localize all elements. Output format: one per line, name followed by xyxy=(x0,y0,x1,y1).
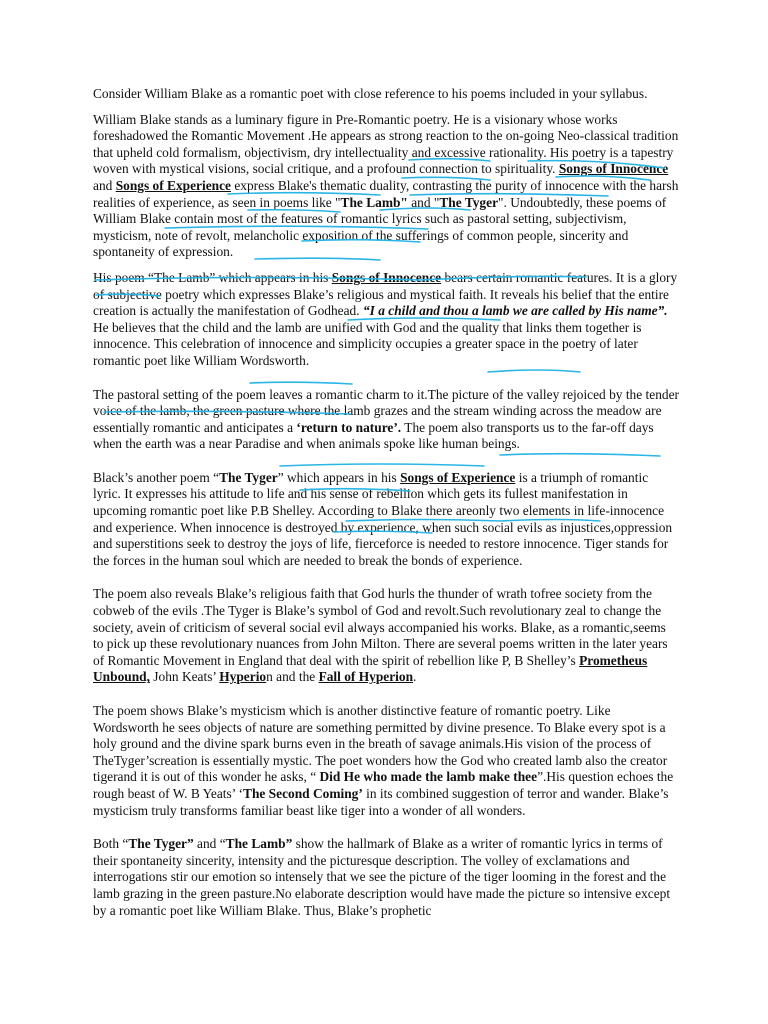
title-the-lamb: The Lamb" xyxy=(340,194,408,210)
quote-did-he-who-made: Did He who made the lamb make thee xyxy=(319,769,538,785)
title-the-second-coming: The Second Coming’ xyxy=(243,785,363,801)
title-fall-of-hyperion: Fall of Hyperion xyxy=(318,669,414,685)
document-page xyxy=(93,86,679,919)
paragraph-religious-faith: The poem also reveals Blake’s religious faith that God hurls the thunder of wrath tofree society from the cobweb of the evils .The Tyger is Blake’s symbol of God and revolt.Such revolutionary zeal to change the society, avein of criticism of several social evil always accompanied his works. Blake, as a romantic,seems to pick up these revolutionary nuances from John Milton. There are several poems written in the later years of Romantic Movement in England that deal with the spirit of rebellion like P, B Shelley’s Prometheus Unbound, John Keats’ Hyperion and the Fall of Hyperion. xyxy=(93,586,668,685)
title-the-tyger: The Tyger xyxy=(219,469,278,485)
title-songs-of-experience: Songs of Experience xyxy=(115,177,231,193)
paragraph-pastoral-setting: The pastoral setting of the poem leaves a romantic charm to it.The picture of the valley rejoiced by the tender voice of the lamb, the green pasture where the lamb grazes and the stream winding across the meadow are essentially romantic and anticipates a ‘return to nature’. The poem also transports us to the far-off days when the earth was a near Paradise and when animals spoke like human beings. xyxy=(93,386,679,452)
title-songs-of-innocence: Songs of Innocence xyxy=(331,269,442,285)
question-prompt: Consider William Blake as a romantic poet with close reference to his poems included in your syllabus. xyxy=(93,86,648,101)
phrase-return-to-nature: ‘return to nature’. xyxy=(296,419,402,435)
title-songs-of-experience: Songs of Experience xyxy=(400,469,516,485)
quote-lamb: “I a child and thou a lamb we are called by His name”. xyxy=(362,303,668,319)
title-songs-of-innocence: Songs of Innocence xyxy=(558,161,669,177)
title-the-tyger: The Tyger xyxy=(439,194,499,210)
paragraph-mysticism: The poem shows Blake’s mysticism which is another distinctive feature of romantic poetry. Like Wordsworth he sees objects of nature are something permitted by divine presence. To Blake every spot is a holy ground and the divine spark burns even in the breath of savage animals.His vision of the process of TheTyger’screation is essentially mystic. The poet wonders how the God who created lamb also the creator tigerand it is out of this wonder he asks, “ Did He who made the lamb make thee”.His question echoes the rough beast of W. B Yeats’ ‘The Second Coming’ in its combined suggestion of terror and wander. Blake’s mysticism truly transforms familiar beast like tiger into a wonder of all wonders. xyxy=(93,703,674,818)
paragraph-conclusion: Both “The Tyger” and “The Lamb” show the hallmark of Blake as a writer of romantic lyrics in terms of their spontaneity sincerity, intensity and the picturesque description. The volley of exclamations and interrogations stir our emotion so intensely that we see the picture of the tiger looming in the forest and the lamb grazing in the green pasture.No elaborate description would have made the picture so intensive except by a romantic poet like William Blake. Thus, Blake’s prophetic xyxy=(93,836,671,918)
paragraph-the-tyger: Black’s another poem “The Tyger” which appears in his Songs of Experience is a triumph of romantic lyric. It expresses his attitude to life and his sense of rebellion which gets its fullest manifestation in upcoming romantic poet like P.B Shelley. According to Blake there areonly two elements in life-innocence and experience. When innocence is destroyed by experience, when such social evils as injustices,oppression and superstitions seek to destroy the joys of life, fierceforce is needed to restore innocence. Tiger stands for the forces in the human soul which are needed to break the bonds of experience. xyxy=(93,469,673,568)
paragraph-intro: William Blake stands as a luminary figure in Pre-Romantic poetry. He is a visionary whose works foreshadowed the Romantic Movement .He appears as strong reaction to the on-going Neo-classical tradition that upheld cold formalism, objectivism, dry intellectuality and excessive rationality. His poetry is a tapestry woven with mystical visions, social critique, and a profound connection to spirituality. Songs of Innocence and Songs of Experience express Blake's thematic duality, contrasting the purity of innocence with the harsh realities of experience, as seen in poems like "The Lamb" and "The Tyger". Undoubtedly, these poems of William Blake contain most of the features of romantic lyrics such as pastoral setting, subjectivism, mysticism, note of revolt, melancholic exposition of the sufferings of common people, sincerity and spontaneity of expression. xyxy=(93,111,679,260)
title-prometheus-unbound: Prometheus Unbound, xyxy=(93,652,648,685)
paragraph-the-lamb: His poem “The Lamb” which appears in his Songs of Innocence bears certain romantic features. It is a glory of subjective poetry which expresses Blake’s religious and mystical faith. It reveals his belief that the entire creation is actually the manifestation of Godhead. “I a child and thou a lamb we are called by His name”. He believes that the child and the lamb are unified with God and the quality that links them together is innocence. This celebration of innocence and simplicity occupies a greater space in the poetry of later romantic poet like William Wordsworth. xyxy=(93,269,678,368)
title-the-tyger: The Tyger” xyxy=(128,836,194,852)
title-the-lamb: The Lamb” xyxy=(225,836,293,852)
title-hyperion: Hyperio xyxy=(219,669,267,685)
